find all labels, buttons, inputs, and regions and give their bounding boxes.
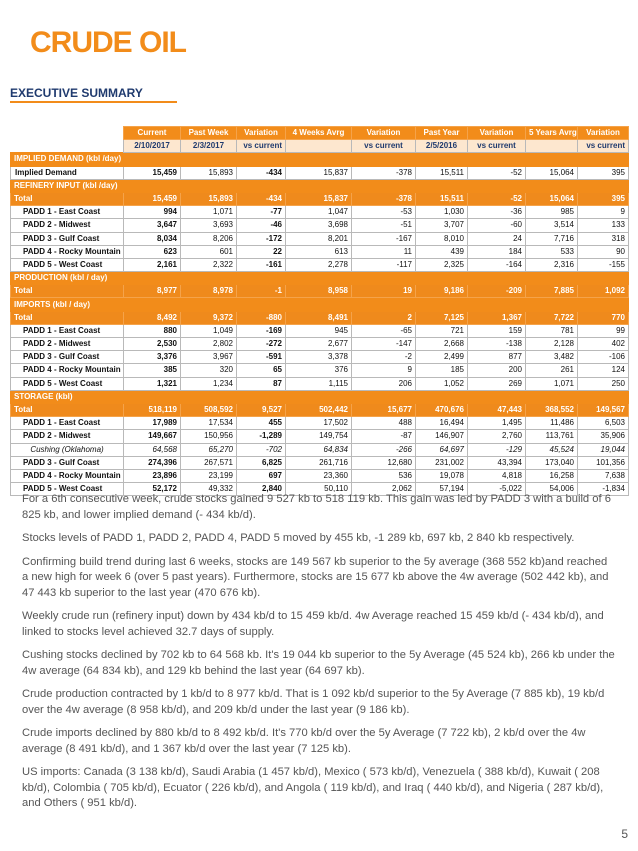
value-cell: -106 [578,351,629,364]
value-cell: 19 [352,285,416,298]
value-cell: 24 [468,232,526,245]
column-header: Variation [237,127,286,140]
value-cell: 87 [237,377,286,390]
section-row [11,272,629,285]
value-cell: 15,837 [286,192,352,205]
value-cell: -378 [352,192,416,205]
value-cell: 880 [124,324,181,337]
value-cell: 15,677 [352,403,416,416]
summary-table [10,126,629,496]
value-cell: 15,511 [416,166,468,179]
value-cell: 231,002 [416,456,468,469]
row-label: Total [11,285,124,298]
value-cell: 3,376 [124,351,181,364]
value-cell: 1,052 [416,377,468,390]
table-header-row [11,127,629,140]
value-cell: 721 [416,324,468,337]
value-cell: 877 [468,351,526,364]
section-label: IMPLIED DEMAND (kbl /day) [11,153,629,166]
value-cell: 101,356 [578,456,629,469]
row-label: PADD 3 - Gulf Coast [11,456,124,469]
row-label: PADD 5 - West Coast [11,483,124,496]
value-cell: -52 [468,192,526,205]
value-cell: 15,893 [181,166,237,179]
date-cell: vs current [578,140,629,153]
table-row [11,219,629,232]
value-cell: 11 [352,245,416,258]
value-cell: 19,044 [578,443,629,456]
date-cell [526,140,578,153]
value-cell: 16,258 [526,469,578,482]
value-cell: 23,360 [286,469,352,482]
table-row [11,469,629,482]
value-cell: 3,693 [181,219,237,232]
value-cell: -51 [352,219,416,232]
value-cell: -161 [237,258,286,271]
value-cell: 601 [181,245,237,258]
row-label: PADD 3 - Gulf Coast [11,232,124,245]
table-row [11,417,629,430]
value-cell: 2,161 [124,258,181,271]
value-cell: 8,978 [181,285,237,298]
date-cell [286,140,352,153]
paragraph: For a 6th consecutive week, crude stocks gained 9 527 kb to 518 119 kb. This gain was led by PADD 3 with a build of 6 825 kb, and lower implied demand (- 434 kb/d). [22,493,611,521]
value-cell: 9 [578,206,629,219]
value-cell: 15,064 [526,192,578,205]
value-cell: 15,893 [181,192,237,205]
value-cell: 159 [468,324,526,337]
value-cell: 502,442 [286,403,352,416]
paragraph: Confirming build trend during last 6 weeks, stocks are 149 567 kb superior to the 5y average (368 552 kb)and reached a new high for week 6 (over 5 past years). Furthermore, stocks are 15 677 kb above the 4w average (502 442 kb), and 47 443 kb superior to the last year (470 676 kb). [22,555,609,599]
value-cell: 22 [237,245,286,258]
value-cell: 47,443 [468,403,526,416]
date-cell: 2/5/2016 [416,140,468,153]
value-cell: 2,677 [286,338,352,351]
date-cell: 2/10/2017 [124,140,181,153]
summary-text [22,492,616,820]
value-cell: 200 [468,364,526,377]
value-cell: -65 [352,324,416,337]
value-cell: 1,071 [181,206,237,219]
value-cell: 3,707 [416,219,468,232]
row-label: PADD 5 - West Coast [11,377,124,390]
value-cell: 1,115 [286,377,352,390]
value-cell: 261 [526,364,578,377]
row-label: Total [11,311,124,324]
value-cell: 508,592 [181,403,237,416]
value-cell: 402 [578,338,629,351]
column-header: Past Week [181,127,237,140]
column-header: Past Year [416,127,468,140]
value-cell: 15,837 [286,166,352,179]
value-cell: 1,092 [578,285,629,298]
row-label: PADD 5 - West Coast [11,258,124,271]
value-cell: -434 [237,166,286,179]
value-cell: 184 [468,245,526,258]
value-cell: -1,289 [237,430,286,443]
value-cell: 267,571 [181,456,237,469]
column-header: 5 Years Avrg [526,127,578,140]
value-cell: 64,834 [286,443,352,456]
value-cell: -53 [352,206,416,219]
value-cell: -880 [237,311,286,324]
value-cell: 2,128 [526,338,578,351]
value-cell: 35,906 [578,430,629,443]
value-cell: 15,459 [124,166,181,179]
value-cell: 23,896 [124,469,181,482]
table-row [11,443,629,456]
value-cell: -138 [468,338,526,351]
row-label: PADD 2 - Midwest [11,338,124,351]
value-cell: -77 [237,206,286,219]
value-cell: 9,527 [237,403,286,416]
value-cell: 8,201 [286,232,352,245]
value-cell: 781 [526,324,578,337]
value-cell: 2,840 [237,483,286,496]
value-cell: 385 [124,364,181,377]
value-cell: 945 [286,324,352,337]
column-header: Variation [352,127,416,140]
value-cell: 8,958 [286,285,352,298]
value-cell: 3,647 [124,219,181,232]
table-row [11,324,629,337]
value-cell: 7,716 [526,232,578,245]
value-cell: 376 [286,364,352,377]
value-cell: 149,567 [578,403,629,416]
table-row [11,245,629,258]
value-cell: 1,047 [286,206,352,219]
value-cell: -155 [578,258,629,271]
table-row [11,456,629,469]
value-cell: 8,010 [416,232,468,245]
value-cell: -378 [352,166,416,179]
value-cell: 994 [124,206,181,219]
row-label: PADD 4 - Rocky Mountain [11,469,124,482]
value-cell: -87 [352,430,416,443]
value-cell: 2,802 [181,338,237,351]
paragraph: Crude imports declined by 880 kb/d to 8 492 kb/d. It's 770 kb/d over the 5y Average (7 722 kb), 2 kb/d over the 4w average (8 491 kb/d), and 1 367 kb/d over the last year (7 125 kb). [22,727,586,755]
value-cell: -5,022 [468,483,526,496]
value-cell: 7,722 [526,311,578,324]
section-label: IMPORTS (kbl / day) [11,298,629,311]
value-cell: 1,234 [181,377,237,390]
total-row [11,311,629,324]
row-label: PADD 1 - East Coast [11,417,124,430]
value-cell: 395 [578,166,629,179]
paragraph: US imports: Canada (3 138 kb/d), Saudi Arabia (1 457 kb/d), Mexico ( 573 kb/d), Venezuela ( 388 kb/d), Kuwait ( 208 kb/d), Colombia ( 705 kb/d), Ecuator ( 226 kb/d), and Angola ( 119 kb/d), and Iraq ( 440 kb/d), and Nigeria ( 287 kb/d), and Others ( 951 kb/d). [22,766,604,809]
value-cell: 2,325 [416,258,468,271]
value-cell: 4,818 [468,469,526,482]
value-cell: -46 [237,219,286,232]
dates-blank [11,140,124,153]
value-cell: 2,278 [286,258,352,271]
value-cell: 15,064 [526,166,578,179]
value-cell: 623 [124,245,181,258]
value-cell: 2,760 [468,430,526,443]
value-cell: 45,524 [526,443,578,456]
value-cell: 49,332 [181,483,237,496]
value-cell: 269 [468,377,526,390]
value-cell: 1,367 [468,311,526,324]
value-cell: 7,885 [526,285,578,298]
date-cell: vs current [468,140,526,153]
value-cell: 455 [237,417,286,430]
value-cell: 146,907 [416,430,468,443]
value-cell: 8,491 [286,311,352,324]
value-cell: 320 [181,364,237,377]
value-cell: 6,503 [578,417,629,430]
value-cell: 613 [286,245,352,258]
value-cell: 1,321 [124,377,181,390]
value-cell: 8,034 [124,232,181,245]
value-cell: 8,206 [181,232,237,245]
section-label: STORAGE (kbl) [11,390,629,403]
value-cell: -52 [468,166,526,179]
value-cell: 697 [237,469,286,482]
value-cell: 533 [526,245,578,258]
value-cell: 11,486 [526,417,578,430]
value-cell: 150,956 [181,430,237,443]
value-cell: 9,186 [416,285,468,298]
value-cell: 2,316 [526,258,578,271]
date-cell: vs current [237,140,286,153]
row-label: Total [11,403,124,416]
section-row [11,179,629,192]
value-cell: 124 [578,364,629,377]
value-cell: 470,676 [416,403,468,416]
table-row [11,232,629,245]
value-cell: -434 [237,192,286,205]
value-cell: 206 [352,377,416,390]
value-cell: 488 [352,417,416,430]
value-cell: -147 [352,338,416,351]
paragraph: Crude production contracted by 1 kb/d to 8 977 kb/d. That is 1 092 kb/d superior to the 5y Average (7 885 kb), 19 kb/d over the 4w average (8 958 kb/d), and 209 kb/d under the last year (9 186 kb). [22,688,605,716]
section-row [11,298,629,311]
value-cell: 15,511 [416,192,468,205]
value-cell: 1,495 [468,417,526,430]
value-cell: 3,514 [526,219,578,232]
table-row [11,206,629,219]
value-cell: 3,482 [526,351,578,364]
value-cell: 3,378 [286,351,352,364]
table-row [11,338,629,351]
column-header: 4 Weeks Avrg [286,127,352,140]
value-cell: 133 [578,219,629,232]
value-cell: 250 [578,377,629,390]
value-cell: 7,125 [416,311,468,324]
value-cell: 149,667 [124,430,181,443]
table-row [11,351,629,364]
column-header: Variation [468,127,526,140]
value-cell: -117 [352,258,416,271]
value-cell: -702 [237,443,286,456]
total-row [11,192,629,205]
value-cell: 9,372 [181,311,237,324]
value-cell: 2,530 [124,338,181,351]
value-cell: -164 [468,258,526,271]
value-cell: 19,078 [416,469,468,482]
value-cell: 3,698 [286,219,352,232]
value-cell: 64,568 [124,443,181,456]
value-cell: -169 [237,324,286,337]
row-label: Cushing (Oklahoma) [11,443,124,456]
value-cell: -1,834 [578,483,629,496]
value-cell: 3,967 [181,351,237,364]
value-cell: -266 [352,443,416,456]
value-cell: 1,049 [181,324,237,337]
value-cell: 2,322 [181,258,237,271]
row-label: PADD 1 - East Coast [11,206,124,219]
value-cell: 57,194 [416,483,468,496]
section-row [11,153,629,166]
value-cell: -209 [468,285,526,298]
row-label: Total [11,192,124,205]
table-row [11,258,629,271]
value-cell: 395 [578,192,629,205]
value-cell: 149,754 [286,430,352,443]
value-cell: 536 [352,469,416,482]
value-cell: 50,110 [286,483,352,496]
row-label: Implied Demand [11,166,124,179]
header-blank [11,127,124,140]
value-cell: 368,552 [526,403,578,416]
value-cell: 2,062 [352,483,416,496]
paragraph: Weekly crude run (refinery input) down by 434 kb/d to 15 459 kb/d. 4w Average reached 15 459 kb/d (- 434 kb/d), and linked to stocks level achieved 32.7 days of supply. [22,610,604,638]
value-cell: 318 [578,232,629,245]
table-row [11,166,629,179]
value-cell: 16,494 [416,417,468,430]
section-label: PRODUCTION (kbl / day) [11,272,629,285]
value-cell: -60 [468,219,526,232]
value-cell: -36 [468,206,526,219]
row-label: PADD 1 - East Coast [11,324,124,337]
value-cell: 1,030 [416,206,468,219]
value-cell: -167 [352,232,416,245]
value-cell: 8,977 [124,285,181,298]
value-cell: 65,270 [181,443,237,456]
date-cell: vs current [352,140,416,153]
date-cell: 2/3/2017 [181,140,237,153]
value-cell: 90 [578,245,629,258]
total-row [11,403,629,416]
row-label: PADD 3 - Gulf Coast [11,351,124,364]
value-cell: 6,825 [237,456,286,469]
row-label: PADD 4 - Rocky Mountain [11,245,124,258]
section-row [11,390,629,403]
value-cell: 64,697 [416,443,468,456]
value-cell: 518,119 [124,403,181,416]
paragraph: Cushing stocks declined by 702 kb to 64 568 kb. It's 19 044 kb superior to the 5y Average (45 524 kb), 266 kb under the 4w average (64 834 kb), and 129 kb behind the last year (64 697 kb). [22,649,615,677]
page-title: CRUDE OIL [30,26,186,59]
value-cell: 17,534 [181,417,237,430]
value-cell: 52,172 [124,483,181,496]
section-heading: EXECUTIVE SUMMARY [10,86,143,100]
value-cell: 43,394 [468,456,526,469]
value-cell: -129 [468,443,526,456]
value-cell: 185 [416,364,468,377]
value-cell: 8,492 [124,311,181,324]
value-cell: -1 [237,285,286,298]
value-cell: -172 [237,232,286,245]
value-cell: 439 [416,245,468,258]
total-row [11,285,629,298]
value-cell: 2,668 [416,338,468,351]
value-cell: 2,499 [416,351,468,364]
value-cell: 54,006 [526,483,578,496]
value-cell: 7,638 [578,469,629,482]
value-cell: -2 [352,351,416,364]
value-cell: 770 [578,311,629,324]
paragraph: Stocks levels of PADD 1, PADD 2, PADD 4, PADD 5 moved by 455 kb, -1 289 kb, 697 kb, 2 840 kb respectively. [22,532,575,544]
value-cell: 23,199 [181,469,237,482]
value-cell: 65 [237,364,286,377]
section-label: REFINERY INPUT (kbl /day) [11,179,629,192]
value-cell: 113,761 [526,430,578,443]
table-row [11,430,629,443]
value-cell: 9 [352,364,416,377]
table-row [11,364,629,377]
column-header: Variation [578,127,629,140]
value-cell: 2 [352,311,416,324]
table-row [11,377,629,390]
value-cell: 99 [578,324,629,337]
row-label: PADD 4 - Rocky Mountain [11,364,124,377]
value-cell: 985 [526,206,578,219]
value-cell: 261,716 [286,456,352,469]
row-label: PADD 2 - Midwest [11,219,124,232]
column-header: Current [124,127,181,140]
heading-underline [10,101,177,103]
value-cell: -591 [237,351,286,364]
value-cell: 17,989 [124,417,181,430]
value-cell: 1,071 [526,377,578,390]
value-cell: 17,502 [286,417,352,430]
value-cell: 274,396 [124,456,181,469]
value-cell: 15,459 [124,192,181,205]
page-number: 5 [621,827,628,841]
value-cell: 173,040 [526,456,578,469]
row-label: PADD 2 - Midwest [11,430,124,443]
table-dates-row [11,140,629,153]
value-cell: -272 [237,338,286,351]
value-cell: 12,680 [352,456,416,469]
